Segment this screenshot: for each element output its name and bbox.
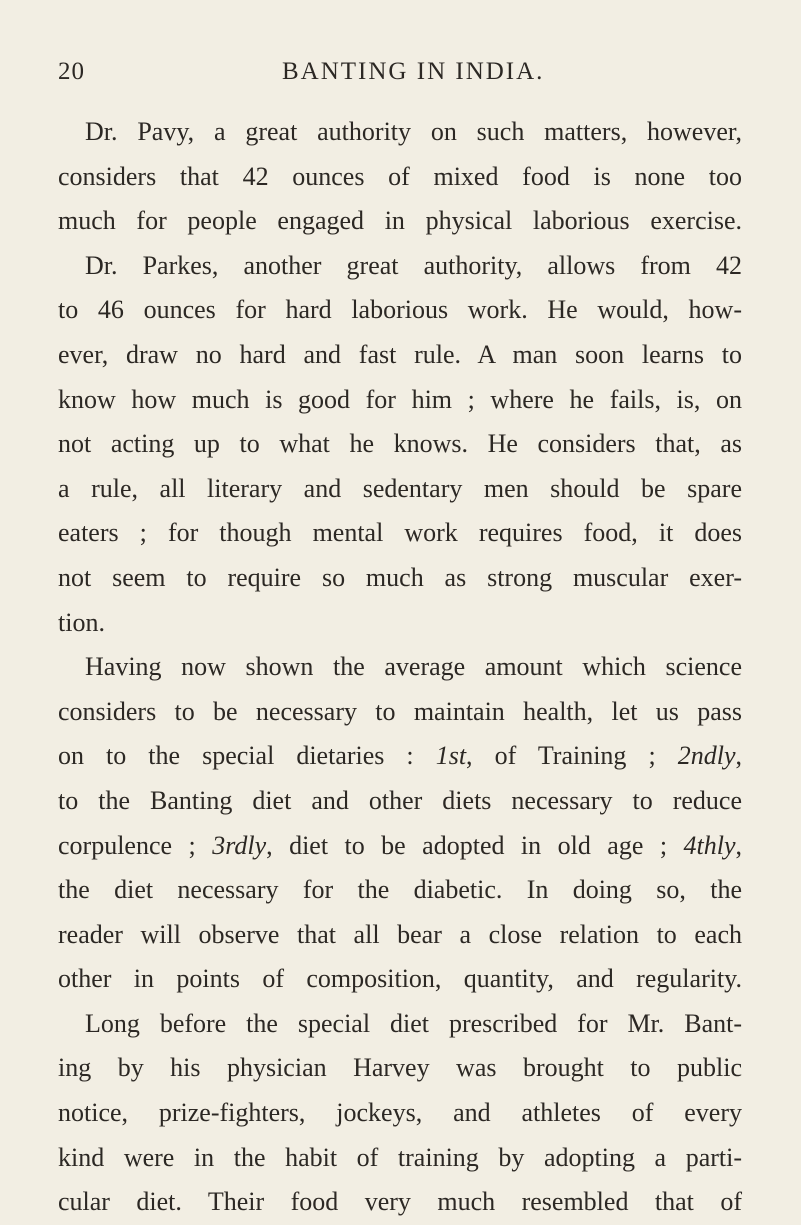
text-line: a rule, all literary and sedentary men should be spare xyxy=(58,473,742,503)
text-run: corpulence ; xyxy=(58,830,213,860)
text-line xyxy=(58,734,742,779)
text-line: cular diet. Their food very much resembled that of xyxy=(58,1187,742,1217)
ordinal-first: 1st xyxy=(435,741,467,771)
text-line: kind were in the habit of training by adopting a parti- xyxy=(58,1142,742,1172)
text-line: reader will observe that all bear a close relation to each xyxy=(58,919,742,949)
text-run: , xyxy=(735,830,743,860)
text-line: ing by his physician Harvey was brought to public xyxy=(58,1053,742,1083)
text-line: to the Banting diet and other diets necessary to reduce xyxy=(58,785,742,815)
page-header xyxy=(58,58,748,94)
text-line: to 46 ounces for hard laborious work. He would, how- xyxy=(58,295,742,325)
running-head: BANTING IN INDIA. xyxy=(282,58,545,85)
text-line xyxy=(58,824,742,869)
page-number: 20 xyxy=(58,58,85,85)
text-line: much for people engaged in physical laborious exercise. xyxy=(58,206,742,236)
text-line: considers to be necessary to maintain health, let us pass xyxy=(58,696,742,726)
ordinal-second: 2ndly xyxy=(677,741,736,771)
text-line: Having now shown the average amount which science xyxy=(85,652,742,682)
text-line: not acting up to what he knows. He considers that, as xyxy=(58,429,742,459)
text-line: the diet necessary for the diabetic. In doing so, the xyxy=(58,875,742,905)
text-line: not seem to require so much as strong muscular exer- xyxy=(58,562,742,592)
ordinal-fourth: 4thly xyxy=(683,830,736,860)
body-text xyxy=(58,110,742,1225)
text-line: Dr. Pavy, a great authority on such matters, however, xyxy=(85,117,742,146)
text-run: , of Training ; xyxy=(466,741,678,771)
text-line: Long before the special diet prescribed for Mr. Bant- xyxy=(85,1008,742,1038)
text-run: on to the special dietaries : xyxy=(58,741,436,771)
text-line: know how much is good for him ; where he fails, is, on xyxy=(58,384,742,414)
text-line: considers that 42 ounces of mixed food is none too xyxy=(58,161,742,191)
text-line: notice, prize-fighters, jockeys, and athletes of every xyxy=(58,1098,742,1128)
text-line: ever, draw no hard and fast rule. A man soon learns to xyxy=(58,339,742,369)
text-run: , xyxy=(735,741,742,771)
text-line: tion. xyxy=(58,607,105,637)
text-line: other in points of composition, quantity, and regularity. xyxy=(58,964,742,994)
text-line: eaters ; for though mental work requires food, it does xyxy=(58,518,742,548)
text-line: Dr. Parkes, another great authority, allows from 42 xyxy=(85,250,742,280)
text-run: , diet to be adopted in old age ; xyxy=(266,830,684,860)
ordinal-third: 3rdly xyxy=(212,830,267,860)
